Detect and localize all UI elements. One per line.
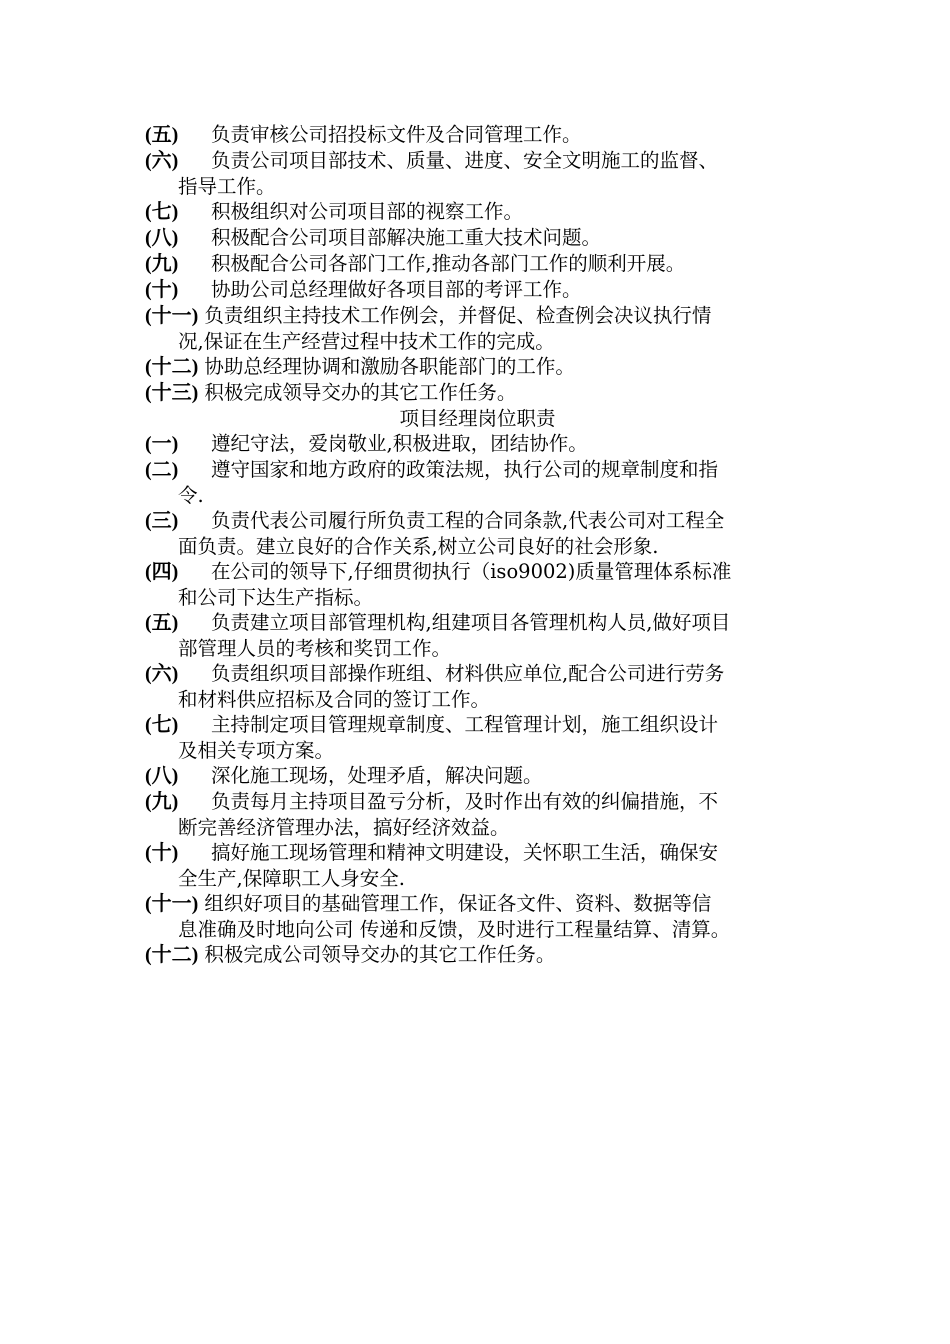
item-first-line [145,763,810,789]
item-text: 积极完成领导交办的其它工作任务。 [204,381,517,404]
item-first-line [145,559,810,585]
list-item [145,610,810,661]
item-number: (七) [145,201,179,223]
item-number: (十) [145,842,179,864]
item-continuation-line: 全生产,保障职工人身安全. [178,867,405,890]
item-continuation-line: 和公司下达生产指标。 [178,586,374,609]
item-first-line [145,199,810,225]
list-item [145,122,810,148]
item-text: 负责代表公司履行所负责工程的合同条款,代表公司对工程全 [211,509,725,532]
item-first-line [145,610,810,636]
item-text: 负责建立项目部管理机构,组建项目各管理机构人员,做好项目 [211,611,731,634]
item-number: (七) [145,714,179,736]
item-number: (六) [145,663,179,685]
item-number: (十二) [145,944,199,966]
item-number: (五) [145,124,179,146]
item-text: 负责公司项目部技术、质量、进度、安全文明施工的监督、 [211,149,719,172]
item-first-line [145,789,810,815]
item-text: 负责审核公司招投标文件及合同管理工作。 [211,123,582,146]
item-first-line [145,508,810,534]
item-number: (四) [145,561,179,583]
item-number: (一) [145,433,179,455]
list-item [145,199,810,225]
list-item [145,763,810,789]
document-body [145,122,810,968]
list-item [145,251,810,277]
item-first-line [145,840,810,866]
item-first-line [145,122,810,148]
item-continuation-line: 息准确及时地向公司 传递和反馈，及时进行工程量结算、清算。 [178,918,731,941]
item-number: (十一) [145,305,199,327]
item-first-line [145,661,810,687]
item-text: 负责每月主持项目盈亏分析，及时作出有效的纠偏措施，不 [211,790,719,813]
list-item [145,661,810,712]
item-continuation-line: 面负责。建立良好的合作关系,树立公司良好的社会形象. [178,535,659,558]
item-number: (八) [145,227,179,249]
responsibilities-list-2 [145,431,810,968]
item-text: 在公司的领导下,仔细贯彻执行（iso9002)质量管理体系标准 [211,560,732,583]
list-item [145,225,810,251]
item-continuation-line: 令. [178,484,204,507]
item-text: 负责组织主持技术工作例会，并督促、检查例会决议执行情 [204,304,712,327]
list-item [145,840,810,891]
item-first-line [145,354,810,380]
item-first-line [145,303,810,329]
list-item [145,891,810,942]
item-first-line [145,431,810,457]
item-first-line [145,251,810,277]
item-number: (二) [145,459,179,481]
list-item [145,789,810,840]
item-continuation-line: 况,保证在生产经营过程中技术工作的完成。 [178,330,555,353]
item-first-line [145,380,810,406]
item-number: (十一) [145,893,199,915]
item-number: (九) [145,253,179,275]
list-item [145,380,810,406]
item-first-line [145,148,810,174]
item-first-line [145,891,810,917]
item-number: (五) [145,612,179,634]
list-item [145,303,810,354]
item-number: (十) [145,279,179,301]
item-text: 主持制定项目管理规章制度、工程管理计划，施工组织设计 [211,713,719,736]
item-number: (八) [145,765,179,787]
item-first-line [145,225,810,251]
item-text: 深化施工现场，处理矛盾，解决问题。 [211,764,543,787]
item-first-line [145,277,810,303]
item-text: 负责组织项目部操作班组、材料供应单位,配合公司进行劳务 [211,662,725,685]
item-continuation-line: 及相关专项方案。 [178,739,335,762]
list-item [145,942,810,968]
list-item [145,431,810,457]
item-continuation-line: 断完善经济管理办法，搞好经济效益。 [178,816,510,839]
item-continuation-line: 和材料供应招标及合同的签订工作。 [178,688,491,711]
item-text: 遵守国家和地方政府的政策法规，执行公司的规章制度和指 [211,458,719,481]
list-item [145,457,810,508]
item-continuation-line: 部管理人员的考核和奖罚工作。 [178,637,452,660]
responsibilities-list-1 [145,122,810,406]
item-first-line [145,712,810,738]
item-text: 搞好施工现场管理和精神文明建设，关怀职工生活，确保安 [211,841,719,864]
item-number: (十二) [145,356,199,378]
item-text: 积极组织对公司项目部的视察工作。 [211,200,524,223]
item-first-line [145,457,810,483]
list-item [145,508,810,559]
list-item [145,148,810,199]
item-number: (六) [145,150,179,172]
item-text: 组织好项目的基础管理工作，保证各文件、资料、数据等信 [204,892,712,915]
item-text: 积极完成公司领导交办的其它工作任务。 [204,943,556,966]
list-item [145,354,810,380]
item-text: 遵纪守法，爱岗敬业,积极进取，团结协作。 [211,432,588,455]
list-item [145,559,810,610]
item-text: 积极配合公司各部门工作,推动各部门工作的顺利开展。 [211,252,686,275]
item-number: (三) [145,510,179,532]
item-text: 协助公司总经理做好各项目部的考评工作。 [211,278,582,301]
list-item [145,712,810,763]
item-text: 积极配合公司项目部解决施工重大技术问题。 [211,226,602,249]
item-text: 协助总经理协调和激励各职能部门的工作。 [204,355,575,378]
item-first-line [145,942,810,968]
item-number: (十三) [145,382,199,404]
list-item [145,277,810,303]
item-number: (九) [145,791,179,813]
section-title: 项目经理岗位职责 [399,407,556,430]
item-continuation-line: 指导工作。 [178,175,276,198]
